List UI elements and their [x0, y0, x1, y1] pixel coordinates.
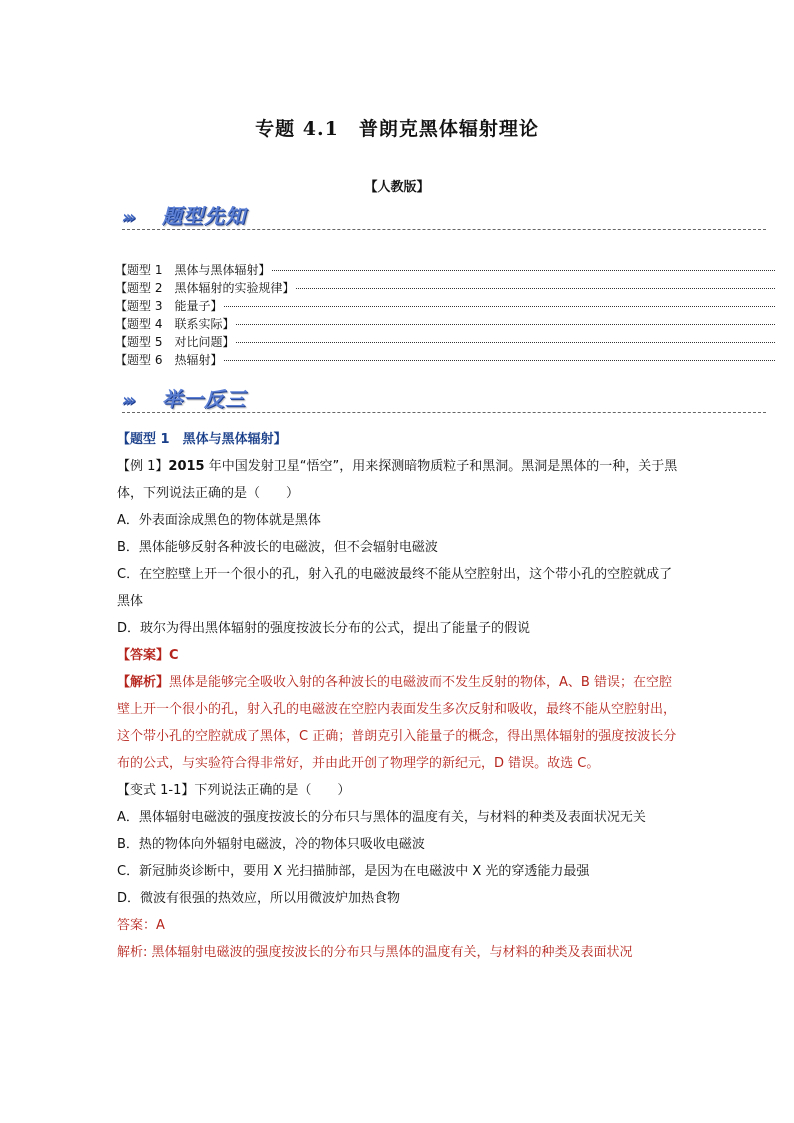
analysis-label: 【解析】 [117, 675, 170, 690]
banner-question-types [122, 200, 766, 230]
variant-option-a: A．黑体辐射电磁波的强度按波长的分布只与黑体的温度有关，与材料的种类及表面状况无关 [117, 810, 646, 825]
main-content [117, 426, 679, 966]
answer-value: C [169, 648, 179, 663]
option-d: D．玻尔为得出黑体辐射的强度按波长分布的公式，提出了能量子的假说 [117, 621, 531, 636]
banner-arrows-icon: ››› [122, 207, 133, 228]
table-of-contents [115, 261, 775, 369]
option-c: C．在空腔壁上开一个很小的孔，射入孔的电磁波最终不能从空腔射出，这个带小孔的空腔就成了黑体 [117, 567, 673, 609]
toc-leader-dots [296, 288, 775, 289]
example-year: 2015 [168, 459, 205, 474]
variant-option-c: C．新冠肺炎诊断中，要用 X 光扫描肺部，是因为在电磁波中 X 光的穿透能力最强 [117, 864, 590, 879]
page-title: 专题 4.1 普朗克黑体辐射理论 [255, 118, 539, 140]
variant-analysis-text: 黑体辐射电磁波的强度按波长的分布只与黑体的温度有关，与材料的种类及表面状况 [147, 945, 633, 960]
example-question [117, 453, 679, 507]
toc-item-label: 【题型 2 黑体辐射的实验规律】 [115, 281, 295, 295]
answer-line [117, 642, 679, 669]
banner-arrows-icon: ››› [122, 390, 133, 411]
variant-answer-label: 答案： [117, 918, 157, 933]
example-stem: 年中国发射卫星“悟空”，用来探测暗物质粒子和黑洞。黑洞是黑体的一种，关于黑体，下列说法正确的是（ ） [117, 459, 678, 501]
variant-analysis-label: 解析: [117, 945, 148, 960]
toc-item[interactable] [115, 279, 775, 297]
analysis-text: 黑体是能够完全吸收入射的各种波长的电磁波而不发生反射的物体，A、B 错误；在空腔壁上开一个很小的孔，射入孔的电磁波在空腔内表面发生多次反射和吸收，最终不能从空腔射出，这个带小孔的空腔就成了黑体，C 正确；普朗克引入能量子的概念，得出黑体辐射的强度按波长分布的公式，与实验符合得非常好，并由此开创了物理学的新纪元，D 错误。故选 C。 [117, 675, 677, 771]
toc-item-label: 【题型 5 对比问题】 [115, 335, 235, 349]
toc-leader-dots [236, 324, 775, 325]
toc-item[interactable] [115, 297, 775, 315]
answer-label: 【答案】 [117, 648, 170, 663]
variant-answer-value: A [156, 918, 165, 933]
banner-rule [122, 412, 766, 413]
edition-label: 【人教版】 [364, 180, 430, 195]
toc-item-label: 【题型 3 能量子】 [115, 299, 223, 313]
toc-leader-dots [272, 270, 775, 271]
option-a: A．外表面涂成黑色的物体就是黑体 [117, 513, 321, 528]
banner-rule [122, 229, 766, 230]
toc-leader-dots [236, 342, 775, 343]
toc-leader-dots [224, 360, 775, 361]
option-b: B．黑体能够反射各种波长的电磁波，但不会辐射电磁波 [117, 540, 438, 555]
toc-item-label: 【题型 6 热辐射】 [115, 353, 223, 367]
variant-stem: 下列说法正确的是（ ） [194, 783, 351, 798]
banner-title: 举一反三 [162, 387, 246, 411]
toc-item[interactable] [115, 315, 775, 333]
analysis-paragraph [117, 669, 679, 777]
variant-option-d: D．微波有很强的热效应，所以用微波炉加热食物 [117, 891, 401, 906]
toc-item-label: 【题型 1 黑体与黑体辐射】 [115, 263, 271, 277]
toc-item[interactable] [115, 333, 775, 351]
variant-question [117, 777, 679, 804]
variant-answer-line [117, 912, 679, 939]
toc-item[interactable] [115, 351, 775, 369]
variant-option-b: B．热的物体向外辐射电磁波，冷的物体只吸收电磁波 [117, 837, 425, 852]
toc-leader-dots [224, 306, 775, 307]
toc-item[interactable] [115, 261, 775, 279]
banner-examples [122, 383, 766, 413]
variant-label: 【变式 1-1】 [117, 783, 195, 798]
toc-item-label: 【题型 4 联系实际】 [115, 317, 235, 331]
banner-title: 题型先知 [162, 204, 246, 228]
example-label: 【例 1】 [117, 459, 169, 474]
variant-analysis-paragraph [117, 939, 679, 966]
section-heading: 【题型 1 黑体与黑体辐射】 [117, 432, 287, 447]
